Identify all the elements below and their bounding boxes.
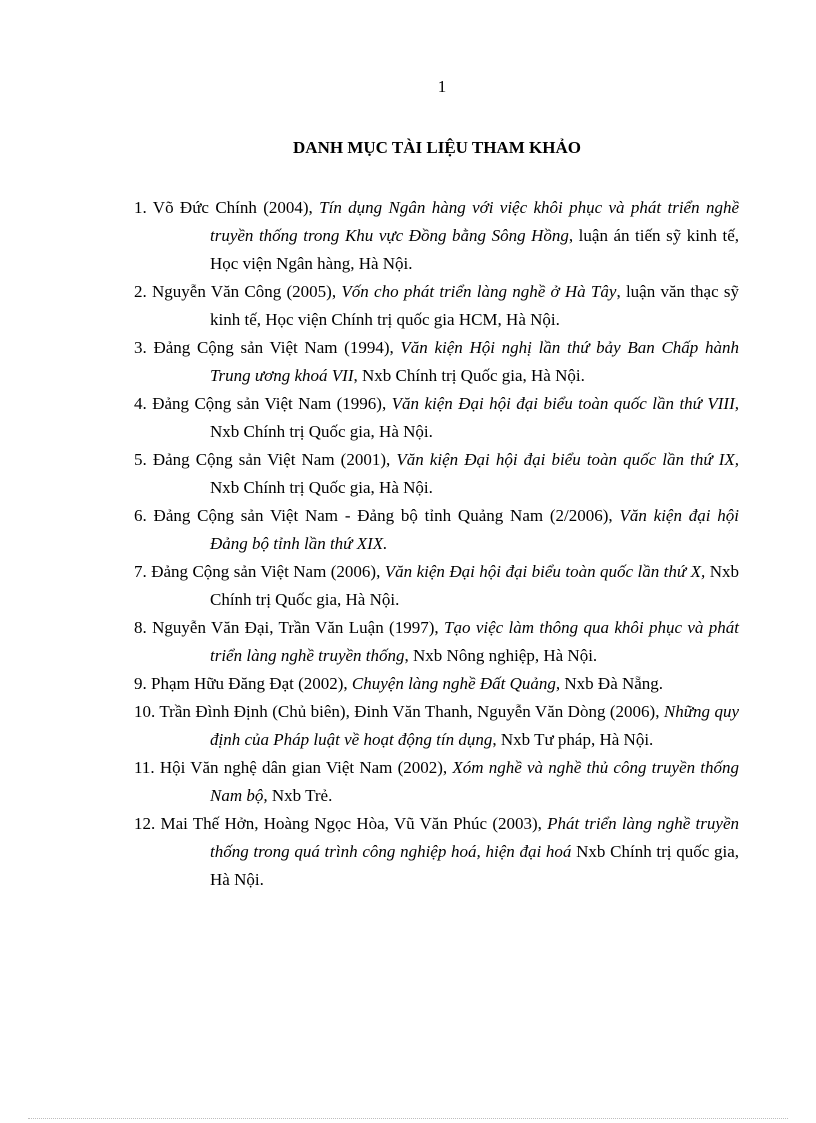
reference-publisher: Nxb Chính trị quốc gia, Hà Nội. [210,842,739,889]
reference-authors: Hội Văn nghệ dân gian Việt Nam (2002), [159,758,453,777]
reference-item [134,670,739,698]
reference-number: 3. [134,338,147,357]
reference-publisher: , luận án tiến sỹ kinh tế, Học viện Ngân hàng, Hà Nội. [210,226,739,273]
reference-item [134,698,739,754]
reference-publisher: , luận văn thạc sỹ kinh tế, Học viện Chính trị quốc gia HCM, Hà Nội. [210,282,740,329]
reference-number: 4. [134,394,147,413]
reference-publisher: , Nxb Tư pháp, Hà Nội. [492,730,654,749]
reference-work-title: Tạo việc làm thông qua khôi phục và phát triển làng nghề truyền thống [210,618,740,665]
reference-work-title: Văn kiện Đại hội đại biểu toàn quốc lần thứ VIII, [391,394,739,413]
reference-item [134,278,739,334]
reference-authors: Đảng Cộng sản Việt Nam - Đảng bộ tỉnh Quảng Nam (2/2006), [153,506,620,525]
reference-number: 9. [134,674,147,693]
reference-authors: Mai Thế Hởn, Hoàng Ngọc Hòa, Vũ Văn Phúc (2003), [160,814,548,833]
reference-number: 10. [134,702,156,721]
page-bottom-rule [28,1118,788,1119]
reference-work-title: Xóm nghề và nghề thủ công truyền thống Nam bộ, [210,758,740,805]
reference-number: 6. [134,506,147,525]
reference-publisher: Nxb Chính trị Quốc gia, Hà Nội. [210,478,433,497]
reference-item [134,502,739,558]
reference-publisher: , Nxb Nông nghiệp, Hà Nội. [404,646,598,665]
reference-number: 2. [134,282,147,301]
reference-number: 8. [134,618,147,637]
reference-item [134,194,739,278]
reference-authors: Đảng Cộng sản Việt Nam (1994), [153,338,401,357]
page-title: DANH MỤC TÀI LIỆU THAM KHẢO [293,138,581,157]
reference-number: 1. [134,198,147,217]
reference-number: 5. [134,450,147,469]
reference-work-title: Tín dụng Ngân hàng với việc khôi phục và phát triển nghề truyền thống trong Khu vực Đồng bằng Sông Hồng [210,198,739,245]
page-number: 1 [437,77,447,96]
reference-publisher: Nxb Trẻ. [267,786,333,805]
reference-item [134,754,739,810]
reference-work-title: Văn kiện Đại hội đại biểu toàn quốc lần thứ IX, [396,450,739,469]
reference-work-title: Văn kiện Đại hội đại biểu toàn quốc lần thứ X, [384,562,706,581]
reference-number: 7. [134,562,147,581]
reference-item [134,810,739,894]
reference-authors: Đảng Cộng sản Việt Nam (2001), [152,450,397,469]
reference-item [134,558,739,614]
reference-publisher: Nxb Chính trị Quốc gia, Hà Nội. [210,422,433,441]
reference-item [134,446,739,502]
reference-number: 11. [134,758,155,777]
reference-work-title: Văn kiện Hội nghị lần thứ bảy Ban Chấp hành Trung ương khoá VII [210,338,739,385]
reference-authors: Nguyễn Văn Công (2005), [152,282,342,301]
reference-work-title: Văn kiện đại hội Đảng bộ tỉnh lần thứ XIX. [210,506,739,553]
reference-publisher: Nxb Chính trị Quốc gia, Hà Nội. [210,562,739,609]
reference-authors: Phạm Hữu Đăng Đạt (2002), [151,674,352,693]
reference-publisher: Nxb Đà Nẵng. [560,674,664,693]
reference-item [134,390,739,446]
reference-authors: Đảng Cộng sản Việt Nam (1996), [152,394,392,413]
reference-work-title: Những quy định của Pháp luật về hoạt động tín dụng [210,702,740,749]
reference-authors: Đảng Cộng sản Việt Nam (2006), [151,562,385,581]
reference-authors: Nguyễn Văn Đại, Trần Văn Luận (1997), [152,618,444,637]
reference-authors: Trần Đình Định (Chủ biên), Đinh Văn Thanh, Nguyễn Văn Dòng (2006), [159,702,664,721]
reference-publisher: , Nxb Chính trị Quốc gia, Hà Nội. [353,366,585,385]
reference-work-title: Chuyện làng nghề Đất Quảng, [351,674,561,693]
reference-work-title: Vốn cho phát triển làng nghề ở Hà Tây [341,282,617,301]
reference-number: 12. [134,814,156,833]
reference-work-title: Phát triển làng nghề truyền thống trong quá trình công nghiệp hoá, hiện đại hoá [210,814,739,861]
reference-item [134,334,739,390]
reference-list [134,194,739,894]
reference-item [134,614,739,670]
reference-authors: Võ Đức Chính (2004), [152,198,320,217]
